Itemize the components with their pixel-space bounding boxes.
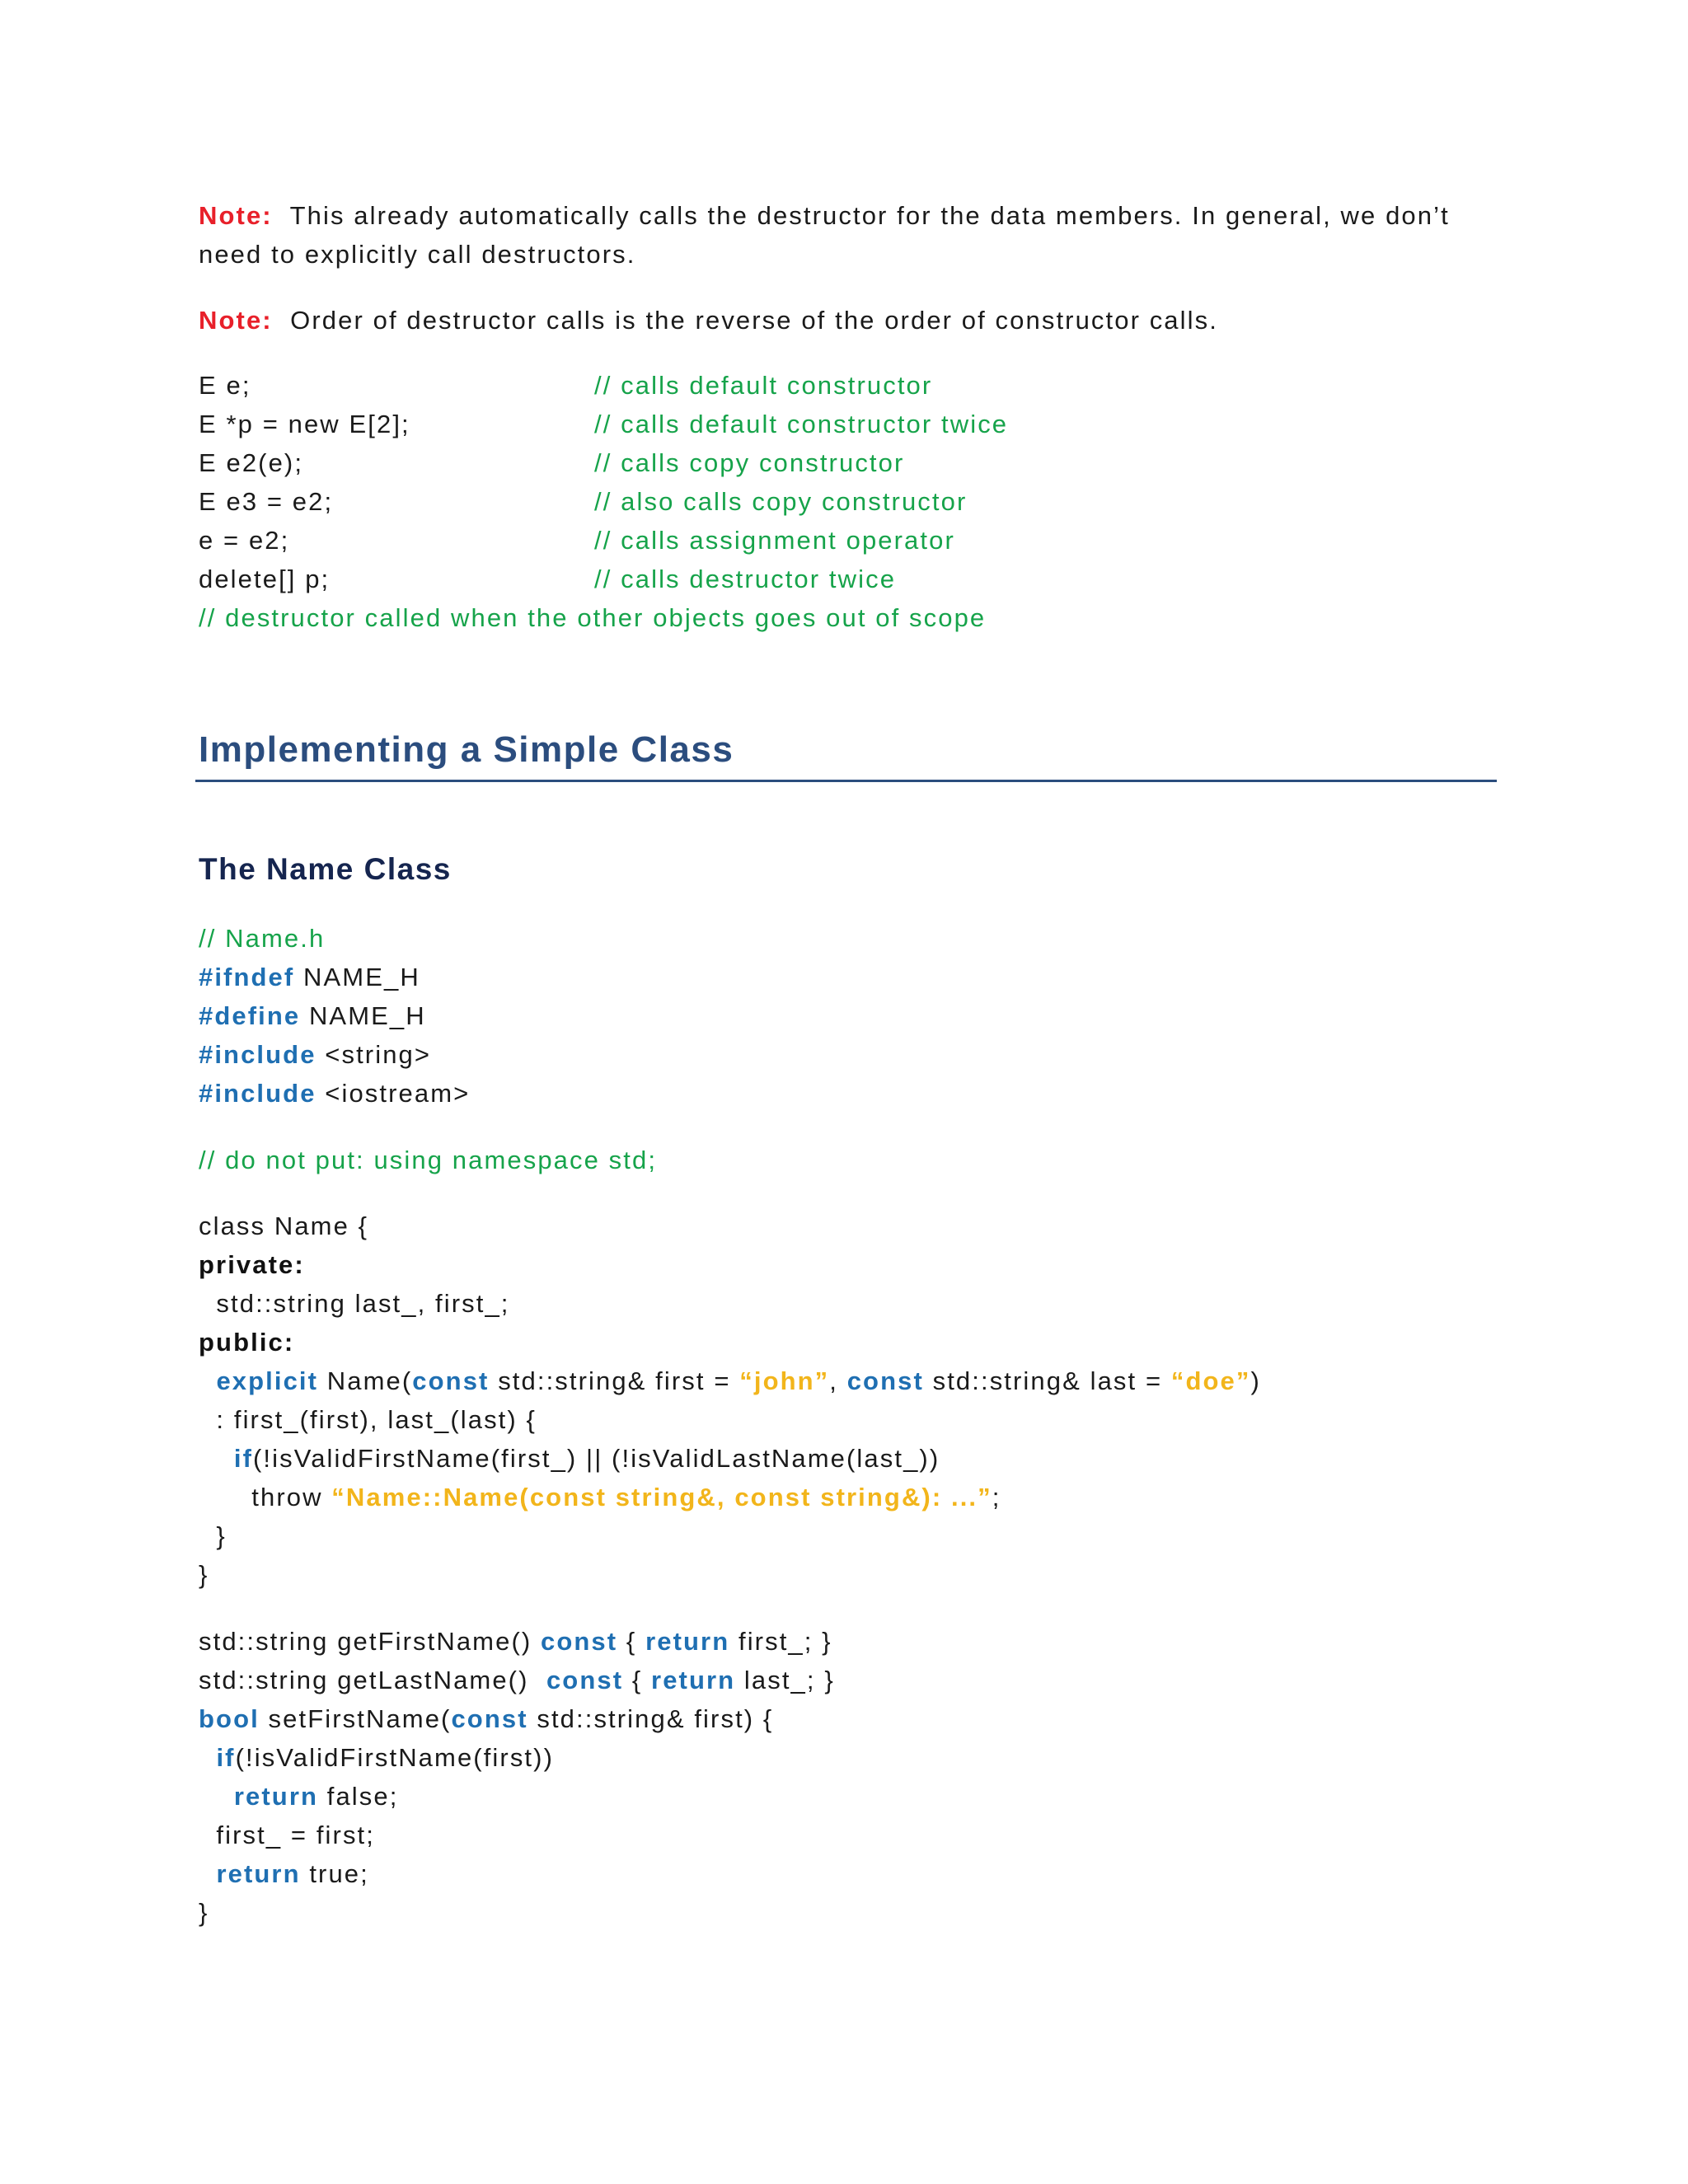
example-trailing-comment: // destructor called when the other objects goes out of scope: [199, 603, 987, 632]
keyword: if: [233, 1444, 253, 1473]
keyword: #define: [199, 1001, 301, 1030]
example-comment: // calls default constructor: [594, 371, 933, 400]
code-text: first_; }: [729, 1627, 832, 1656]
example-code: E e2(e);: [199, 448, 304, 477]
code-text: std::string getFirstName(): [199, 1627, 542, 1656]
string-literal: “john”: [739, 1366, 830, 1395]
code-text: ): [1250, 1366, 1261, 1395]
code-text: {: [617, 1627, 646, 1656]
code-line-include-string: [199, 1038, 431, 1071]
code-line-private: private:: [199, 1250, 305, 1279]
keyword: #ifndef: [199, 963, 295, 991]
code-text: setFirstName(: [259, 1704, 452, 1733]
code-text: (!isValidFirstName(first)): [235, 1743, 554, 1772]
code-text: Name(: [318, 1366, 413, 1395]
note-2-text: Order of destructor calls is the reverse of the order of constructor calls.: [290, 306, 1218, 335]
example-comment: // also calls copy constructor: [594, 487, 968, 516]
note-label: Note:: [199, 306, 273, 335]
code-text: last_; }: [735, 1666, 835, 1694]
keyword: const: [846, 1366, 924, 1395]
code-text: <string>: [316, 1040, 432, 1069]
note-2: [199, 304, 1218, 337]
keyword: const: [451, 1704, 528, 1733]
code-text: {: [623, 1666, 652, 1694]
code-line-ifndef: [199, 961, 420, 994]
code-text: ;: [992, 1483, 1001, 1511]
code-line-throw: [199, 1481, 1001, 1514]
code-line-class-open: class Name {: [199, 1212, 369, 1240]
note-1-text-part-1: This already automatically calls the destructor for the data members. In general, we don’t: [289, 201, 1450, 230]
keyword: const: [546, 1666, 624, 1694]
keyword: explicit: [216, 1366, 319, 1395]
code-line-public: public:: [199, 1328, 295, 1357]
code-text: false;: [318, 1782, 399, 1811]
example-row: [199, 563, 897, 596]
code-text: std::string getLastName(): [199, 1666, 546, 1694]
code-line-ctor-close: }: [199, 1521, 227, 1550]
example-comment: // calls assignment operator: [594, 526, 955, 555]
code-comment-using: // do not put: using namespace std;: [199, 1146, 658, 1174]
string-literal: “doe”: [1170, 1366, 1251, 1395]
code-line-if-valid: [199, 1741, 554, 1774]
example-code: E *p = new E[2];: [199, 410, 410, 438]
code-line-return-true: [199, 1858, 369, 1891]
keyword: const: [412, 1366, 490, 1395]
code-text: NAME_H: [294, 963, 420, 991]
keyword: return: [651, 1666, 736, 1694]
heading-divider: [195, 780, 1497, 782]
keyword: bool: [199, 1704, 260, 1733]
keyword: return: [645, 1627, 730, 1656]
example-code: delete[] p;: [199, 565, 331, 593]
code-line-members: std::string last_, first_;: [199, 1289, 510, 1318]
code-line-getfirstname: [199, 1625, 832, 1658]
code-text: throw: [199, 1483, 332, 1511]
note-label: Note:: [199, 201, 273, 230]
code-text: <iostream>: [316, 1079, 471, 1108]
code-line-constructor: [199, 1365, 1261, 1398]
code-line-assign: first_ = first;: [199, 1821, 375, 1849]
example-comment: // calls copy constructor: [594, 448, 905, 477]
code-text: NAME_H: [300, 1001, 426, 1030]
keyword: const: [541, 1627, 618, 1656]
code-text: (!isValidFirstName(first_) || (!isValidLastName(last_)): [253, 1444, 940, 1473]
note-1-line-1: [199, 199, 1450, 232]
code-line-getlastname: [199, 1664, 835, 1697]
note-1-line-2: need to explicitly call destructors.: [199, 240, 636, 269]
keyword: #include: [199, 1079, 316, 1108]
keyword: return: [233, 1782, 319, 1811]
code-line-fn-close: }: [199, 1898, 209, 1927]
code-text: std::string& first) {: [528, 1704, 774, 1733]
example-code: E e;: [199, 371, 251, 400]
code-text: std::string& first =: [489, 1366, 740, 1395]
code-comment-filename: // Name.h: [199, 924, 326, 953]
example-row: [199, 408, 1009, 441]
section-heading: Implementing a Simple Class: [199, 729, 734, 770]
code-line-init-list: : first_(first), last_(last) {: [199, 1405, 537, 1434]
keyword: return: [216, 1859, 301, 1888]
example-code: E e3 = e2;: [199, 487, 334, 516]
example-row: [199, 524, 955, 557]
example-code: e = e2;: [199, 526, 290, 555]
code-line-setfirstname: [199, 1703, 773, 1736]
example-row: [199, 369, 933, 402]
example-comment: // calls destructor twice: [594, 565, 897, 593]
example-row: [199, 447, 905, 480]
code-line-include-iostream: [199, 1077, 470, 1110]
code-text: ,: [829, 1366, 847, 1395]
code-line-if: [199, 1442, 940, 1475]
code-line-return-false: [199, 1780, 398, 1813]
document-page: [199, 0, 1497, 2184]
example-comment: // calls default constructor twice: [594, 410, 1009, 438]
keyword: if: [216, 1743, 236, 1772]
code-line-define: [199, 1000, 426, 1033]
example-row: [199, 485, 968, 518]
string-literal: “Name::Name(const string&, const string&): ...”: [331, 1483, 992, 1511]
code-line-close: }: [199, 1560, 209, 1589]
code-text: std::string& last =: [923, 1366, 1171, 1395]
keyword: #include: [199, 1040, 316, 1069]
subsection-heading: The Name Class: [199, 852, 452, 886]
code-text: true;: [300, 1859, 369, 1888]
